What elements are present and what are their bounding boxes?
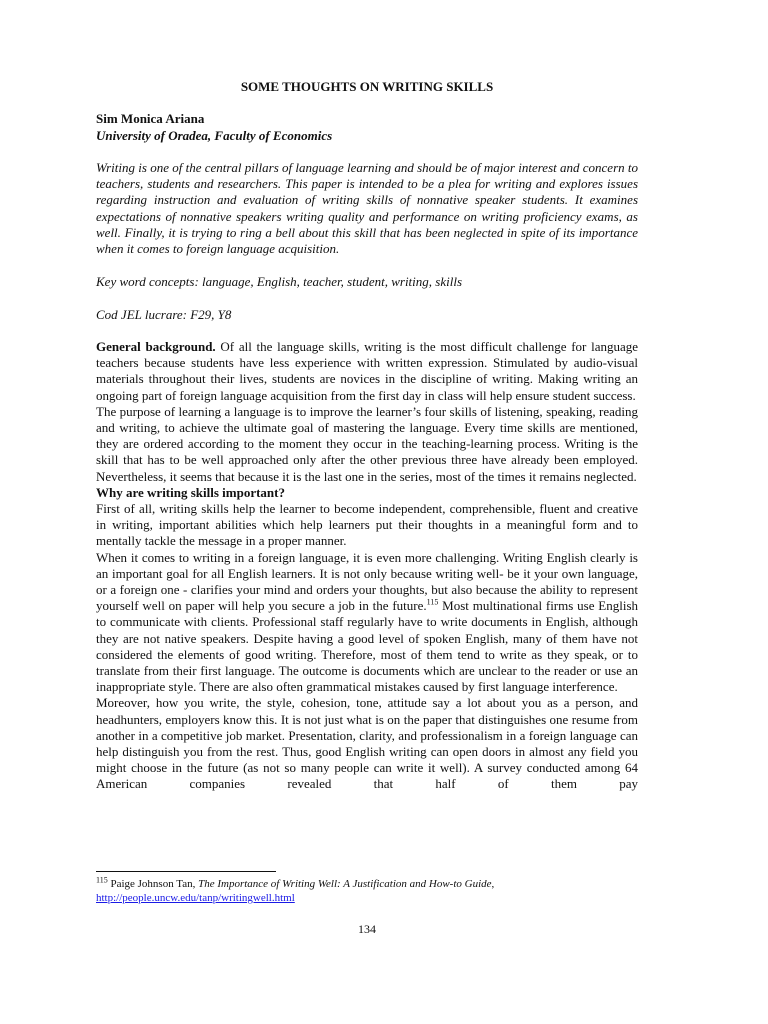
- paragraph-text: When it comes to writing in a foreign language, it is even more challenging. Writing English clearly is an important goal for all English learners. It is not only because writing well- be it your own language, or a foreign one - clarifies your mind and orders your thoughts, but also because the ability to represent yourself well on paper will help you secure a job in the future.: [96, 549, 638, 614]
- footnote-number: 115: [96, 875, 108, 885]
- keywords: Key word concepts: language, English, teacher, student, writing, skills: [96, 274, 463, 289]
- jel-code: Cod JEL lucrare: F29, Y8: [96, 307, 232, 322]
- abstract: Writing is one of the central pillars of language learning and should be of major interest and concern to teachers, students and researchers. This paper is intended to be a plea for writing and explores issues regarding instruction and evaluation of writing skills of nonnative speaker students. It examines expectations of nonnative speakers writing quality and performance on writing proficiency exams, as well. Finally, it is trying to ring a bell about this skill that has been neglected in spite of its importance when it comes to foreign language acquisition.: [96, 160, 638, 257]
- footnote: [96, 877, 638, 905]
- footnote-work-title: The Importance of Writing Well: A Justification and How-to Guide: [198, 878, 492, 890]
- paragraph-text: Of all the language skills, writing is the most difficult challenge for language teachers because students have less experience with written expression. Stimulated by audio-visual materials throughout their lives, students are novices in the discipline of writing. Making writing an ongoing part of foreign language acquisition from the first day in class will help ensure student success.: [96, 339, 639, 403]
- author-affiliation: University of Oradea, Faculty of Economics: [96, 128, 333, 143]
- paragraph-foreign-language: [96, 550, 638, 696]
- body-text: [96, 339, 638, 793]
- paragraph-first-of-all: First of all, writing skills help the learner to become independent, comprehensible, fluent and creative in writing, important abilities which help learners put their thoughts in a meaningful form and to mentally tackle the message in a proper manner.: [96, 501, 638, 549]
- section-lead: General background.: [96, 339, 216, 354]
- paragraph-moreover: Moreover, how you write, the style, cohesion, tone, attitude say a lot about you as a person, and headhunters, employers know this. It is not just what is on the paper that distinguishes one resume from another in a competitive job market. Presentation, clarity, and professionalism in a foreign language can help distinguish you from the rest. Thus, good English writing can open doors in almost any field you might choose in the future (as not so many people can write it well). A survey conducted among 64 American companies revealed that half of them pay: [96, 695, 638, 792]
- page-number: 134: [358, 922, 376, 936]
- footnote-author: Paige Johnson Tan,: [107, 878, 199, 890]
- footnote-reference[interactable]: 115: [426, 597, 439, 607]
- paragraph-purpose: The purpose of learning a language is to improve the learner’s four skills of listening, speaking, reading and writing, to achieve the ultimate goal of mastering the language. Every time skills are mentioned, they are ordered according to the moment they occur in the teaching-learning process. Writing is the skill that has to be well approached only after the other previous three have already been employed. Nevertheless, it seems that because it is the last one in the series, most of the times it remains neglected.: [96, 403, 638, 484]
- footnote-divider: [96, 871, 276, 872]
- footnote-link[interactable]: http://people.uncw.edu/tanp/writingwell.html: [96, 892, 295, 904]
- author-name: Sim Monica Ariana: [96, 111, 205, 126]
- footnote-punctuation: ,: [491, 878, 495, 890]
- paragraph-general-background: [96, 339, 638, 404]
- paragraph-text: Most multinational firms use English to communicate with clients. Professional staff regularly have to write documents in English, although they are not native speakers. Despite having a good level of spoken English, many of them have not considered the elements of good writing. Therefore, most of them tend to write as they speak, or to translate from their first language. The outcome is documents which are unclear to the reader or use an inappropriate style. There are also often grammatical mistakes caused by first language interference.: [96, 598, 639, 695]
- section-heading: Why are writing skills important?: [96, 484, 285, 500]
- paper-title: SOME THOUGHTS ON WRITING SKILLS: [240, 79, 494, 94]
